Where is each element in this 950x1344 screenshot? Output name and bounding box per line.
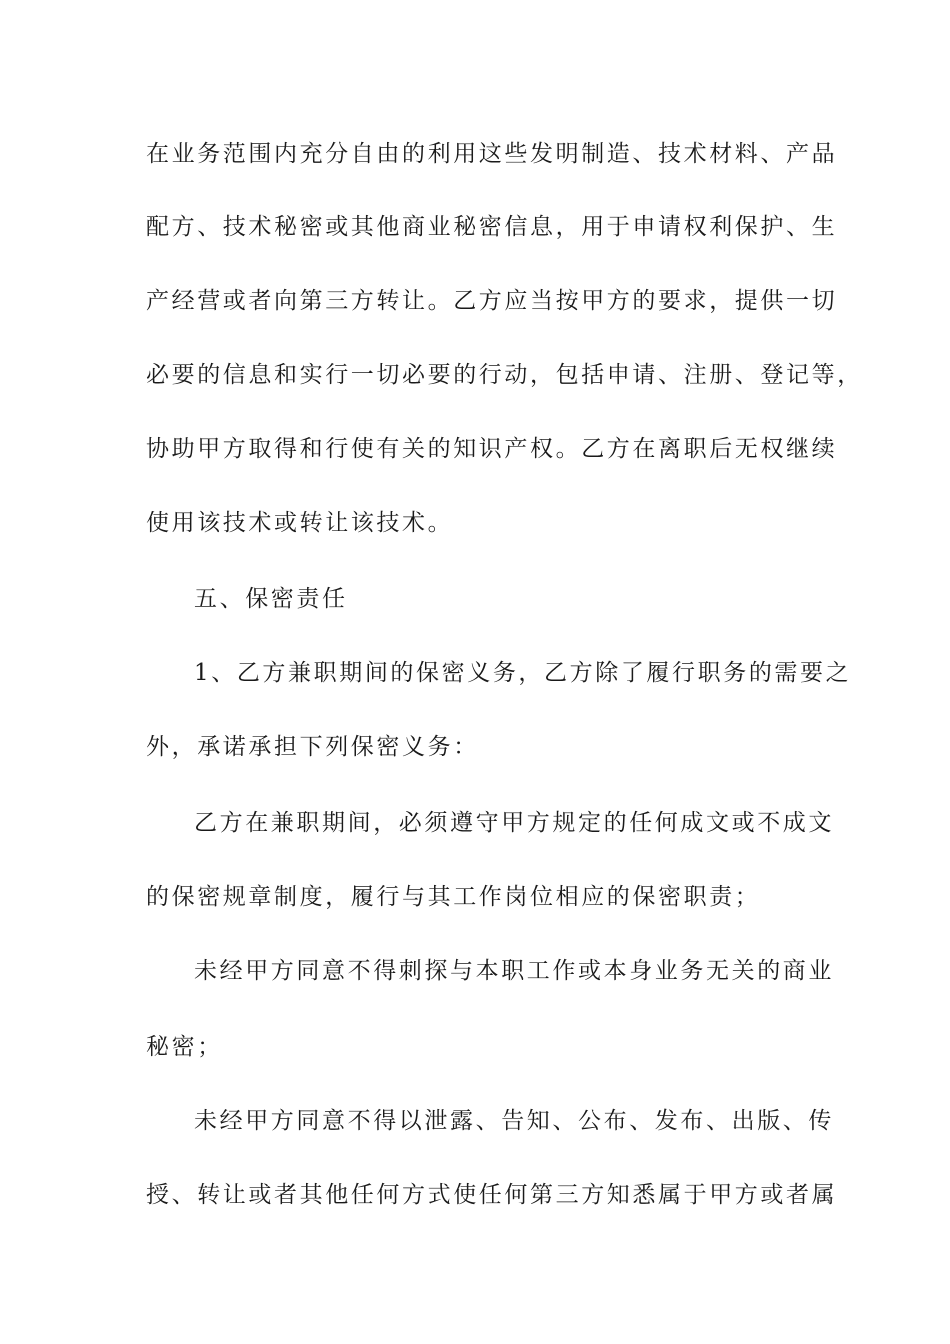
paragraph-line: 授、转让或者其他任何方式使任何第三方知悉属于甲方或者属 xyxy=(146,1182,838,1208)
paragraph-line: 外，承诺承担下列保密义务： xyxy=(146,734,479,760)
paragraph-line: 必要的信息和实行一切必要的行动，包括申请、注册、登记等， xyxy=(146,362,863,388)
paragraph-line: 的保密规章制度，履行与其工作岗位相应的保密职责； xyxy=(146,884,761,910)
paragraph-line: 1、乙方兼职期间的保密义务，乙方除了履行职务的需要之 xyxy=(194,660,852,686)
paragraph-line: 未经甲方同意不得刺探与本职工作或本身业务无关的商业 xyxy=(194,958,834,984)
paragraph-line: 产经营或者向第三方转让。乙方应当按甲方的要求，提供一切 xyxy=(146,288,838,314)
paragraph-line: 在业务范围内充分自由的利用这些发明制造、技术材料、产品 xyxy=(146,141,838,167)
paragraph-line: 未经甲方同意不得以泄露、告知、公布、发布、出版、传 xyxy=(194,1108,834,1134)
paragraph-line: 使用该技术或转让该技术。 xyxy=(146,510,454,536)
section-heading: 五、保密责任 xyxy=(194,586,348,612)
paragraph-line: 协助甲方取得和行使有关的知识产权。乙方在离职后无权继续 xyxy=(146,436,838,462)
paragraph-line: 乙方在兼职期间，必须遵守甲方规定的任何成文或不成文 xyxy=(194,810,834,836)
paragraph-line: 秘密； xyxy=(146,1034,223,1060)
paragraph-line: 配方、技术秘密或其他商业秘密信息，用于申请权利保护、生 xyxy=(146,214,838,240)
